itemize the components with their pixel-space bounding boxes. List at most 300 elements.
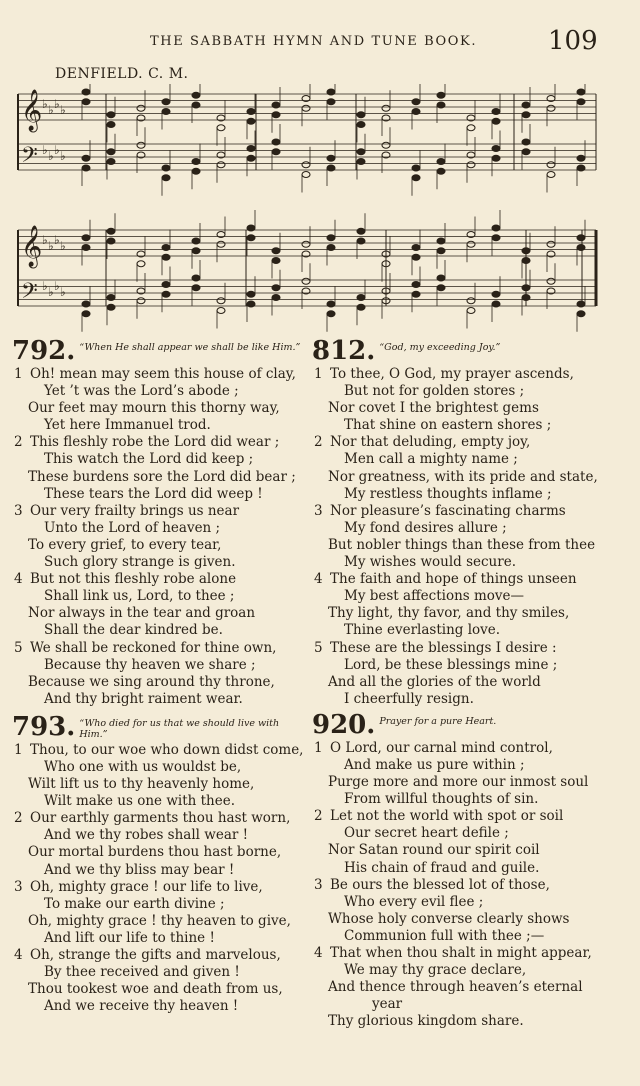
note-head (272, 139, 280, 145)
note-head (327, 245, 335, 251)
note-head (162, 245, 170, 251)
verse-number: 5 (314, 639, 323, 656)
page-number: 109 (548, 26, 598, 56)
verse-number: 3 (14, 878, 23, 895)
verse-text: To make our earth divine ; (44, 895, 225, 912)
verse-text: Oh, mighty grace ! our life to live, (30, 878, 263, 895)
verse-text: Shall link us, Lord, to thee ; (44, 588, 235, 605)
verse-number: 3 (14, 502, 23, 519)
verse-line (312, 740, 612, 757)
note-head (137, 142, 145, 148)
verse-text: I cheerfully resign. (344, 690, 474, 707)
flat-sign-icon: ♭ (42, 97, 48, 111)
note-head (437, 285, 445, 291)
verse-line (12, 913, 306, 930)
verse-text: Oh, strange the gifts and marvelous, (30, 947, 281, 963)
note-head (492, 225, 500, 231)
verse-text: Nor that deluding, empty joy, (330, 434, 531, 451)
verse-text: Oh! mean may seem this house of clay, (30, 366, 296, 382)
flat-sign-icon: ♭ (54, 279, 60, 293)
verse-line (312, 979, 612, 996)
note-head (412, 175, 420, 181)
verse-text: My wishes would secure. (344, 554, 516, 571)
note-head (577, 165, 585, 171)
verse-text: Who one with us wouldst be, (44, 758, 242, 775)
hymn-heading (312, 710, 612, 740)
note-head (217, 241, 225, 247)
verse-line (312, 860, 612, 877)
verse-line (312, 674, 612, 691)
note-head (327, 301, 335, 307)
verse-line (12, 896, 306, 913)
verse-line (12, 605, 306, 622)
note-head (437, 102, 445, 108)
verse-number: 1 (314, 739, 323, 756)
verse-line (312, 877, 612, 894)
verse-text: That shine on eastern shores ; (344, 417, 552, 434)
note-head (217, 162, 225, 168)
note-head (247, 109, 255, 115)
verse-text: And we receive thy heaven ! (44, 998, 239, 1015)
verse-line (312, 520, 612, 537)
note-head (522, 258, 530, 264)
note-head (137, 298, 145, 304)
hymn-heading (12, 336, 306, 366)
verse-line (312, 657, 612, 674)
verse-text: Yet here Immanuel trod. (44, 417, 211, 434)
verse-line (312, 622, 612, 639)
verse-line (312, 640, 612, 657)
note-head (522, 295, 530, 301)
note-head (467, 241, 475, 247)
note-head (302, 278, 310, 284)
note-head (217, 298, 225, 304)
note-head (412, 254, 420, 260)
note-head (327, 311, 335, 317)
note-head (547, 162, 555, 168)
note-head (82, 235, 90, 241)
verse-line (12, 417, 306, 434)
hymn-title: “When He shall appear we shall be like Him.” (79, 342, 301, 353)
note-head (192, 159, 200, 165)
verse-text: We shall be reckoned for thine own, (30, 639, 277, 656)
verse-line (12, 503, 306, 520)
verse-text: O Lord, our carnal mind control, (330, 739, 553, 756)
verse-text: Because thy heaven we share ; (44, 656, 256, 673)
verse-text: We may thy grace declare, (344, 962, 527, 979)
hymn-number: 793. (12, 711, 76, 742)
note-head (522, 149, 530, 155)
note-head (247, 225, 255, 231)
verse-line (312, 588, 612, 605)
note-head (247, 155, 255, 161)
flat-sign-icon: ♭ (48, 239, 54, 253)
note-head (247, 291, 255, 297)
verse-text: Who every evil flee ; (344, 893, 484, 910)
verse-line (312, 757, 612, 774)
note-head (492, 235, 500, 241)
note-head (467, 162, 475, 168)
verse-line (12, 759, 306, 776)
verse-text: Nor covet I the brightest gems (328, 400, 539, 417)
verse-text: Our very frailty brings us near (30, 502, 240, 519)
verse-text: These are the blessings I desire : (330, 639, 557, 656)
verse-number: 4 (14, 571, 23, 588)
note-head (492, 291, 500, 297)
note-head (82, 301, 90, 307)
flat-sign-icon: ♭ (48, 103, 54, 117)
verse-line (312, 962, 612, 979)
note-head (247, 118, 255, 124)
verse-text: year (372, 996, 403, 1013)
verse-line (12, 486, 306, 503)
verse-line (312, 417, 612, 434)
verse-text: From willful thoughts of sin. (344, 791, 539, 808)
verse-text: Because we sing around thy throne, (28, 673, 275, 690)
note-head (357, 304, 365, 310)
verse-text: These burdens sore the Lord did bear ; (28, 468, 296, 485)
verse-line (312, 808, 612, 825)
verse-text: Nor always in the tear and groan (28, 605, 256, 622)
note-head (82, 165, 90, 171)
note-head (217, 308, 225, 314)
note-head (522, 112, 530, 118)
verse-line (312, 400, 612, 417)
note-head (302, 172, 310, 178)
note-head (327, 89, 335, 95)
note-head (302, 105, 310, 111)
verse-text: Nor Satan round our spirit coil (328, 842, 540, 859)
verse-text: And lift our life to thine ! (44, 929, 215, 946)
verse-line (12, 930, 306, 947)
note-head (192, 168, 200, 174)
note-head (82, 245, 90, 251)
flat-sign-icon: ♭ (60, 149, 66, 163)
verse-line (12, 879, 306, 896)
flat-sign-icon: ♭ (48, 149, 54, 163)
note-head (272, 285, 280, 291)
note-head (547, 241, 555, 247)
verse-text: His chain of fraud and guile. (344, 859, 540, 876)
note-head (192, 92, 200, 98)
verse-line (12, 571, 306, 588)
note-head (82, 89, 90, 95)
note-head (577, 301, 585, 307)
bass-clef-icon: 𝄢 (21, 279, 38, 309)
note-head (327, 165, 335, 171)
flat-sign-icon: ♭ (42, 143, 48, 157)
note-head (577, 245, 585, 251)
note-head (107, 122, 115, 128)
verse-line (12, 844, 306, 861)
verse-number: 2 (14, 434, 23, 451)
verse-line (12, 862, 306, 879)
verse-line (12, 537, 306, 554)
verse-text: Thou tookest woe and death from us, (28, 981, 283, 998)
verse-line (312, 366, 612, 383)
note-head (162, 99, 170, 105)
hymn-title: “God, my exceeding Joy.” (379, 342, 501, 353)
verse-number: 3 (314, 876, 323, 893)
verse-line (312, 451, 612, 468)
verse-text: Thy glorious kingdom share. (328, 1013, 524, 1030)
note-head (272, 258, 280, 264)
verse-text: Be ours the blessed lot of those, (330, 876, 550, 893)
note-head (547, 278, 555, 284)
verse-text: Communion full with thee ;— (344, 927, 545, 944)
note-head (467, 308, 475, 314)
verse-line (12, 776, 306, 793)
tune-name: DENFIELD. C. M. (55, 66, 189, 82)
music-score (16, 84, 598, 336)
note-head (217, 125, 225, 131)
note-head (577, 99, 585, 105)
verse-line (12, 964, 306, 981)
note-head (357, 112, 365, 118)
note-head (272, 112, 280, 118)
note-head (247, 146, 255, 152)
note-head (302, 162, 310, 168)
flat-sign-icon: ♭ (54, 143, 60, 157)
note-head (492, 301, 500, 307)
verse-text: This watch the Lord did keep ; (44, 451, 254, 468)
verse-line (12, 434, 306, 451)
note-head (492, 146, 500, 152)
note-head (522, 285, 530, 291)
verse-text: Thou, to our woe who down didst come, (30, 741, 304, 758)
hymn (12, 336, 306, 708)
left-column (12, 336, 306, 1015)
verse-text: Oh, mighty grace ! thy heaven to give, (28, 912, 291, 929)
note-head (577, 311, 585, 317)
note-head (522, 102, 530, 108)
right-column (312, 336, 612, 1030)
verse-line (312, 774, 612, 791)
note-head (437, 238, 445, 244)
verse-line (312, 842, 612, 859)
hymn-number: 792. (12, 336, 76, 366)
verse-line (12, 588, 306, 605)
note-head (162, 175, 170, 181)
note-head (357, 228, 365, 234)
note-head (107, 149, 115, 155)
verse-line (12, 554, 306, 571)
flat-sign-icon: ♭ (60, 103, 66, 117)
verse-text: My best affections move— (344, 588, 525, 605)
note-head (547, 172, 555, 178)
verse-line (312, 571, 612, 588)
note-head (247, 301, 255, 307)
verse-line (12, 451, 306, 468)
note-head (357, 149, 365, 155)
note-head (382, 105, 390, 111)
verse-number: 4 (14, 947, 23, 963)
verse-text: And make us pure within ; (344, 756, 525, 773)
note-head (467, 298, 475, 304)
verse-text: Thine everlasting love. (344, 622, 501, 639)
note-head (107, 238, 115, 244)
verse-number: 1 (14, 741, 23, 758)
note-head (272, 149, 280, 155)
verse-text: Purge more and more our inmost soul (328, 774, 589, 791)
verse-line (312, 486, 612, 503)
verse-number: 5 (14, 639, 23, 656)
note-head (82, 99, 90, 105)
verse-line (312, 469, 612, 486)
note-head (137, 261, 145, 267)
verse-text: That when thou shalt in might appear, (330, 945, 592, 961)
note-head (437, 248, 445, 254)
verse-line (312, 996, 612, 1013)
verse-line (312, 911, 612, 928)
note-head (522, 248, 530, 254)
verse-line (12, 640, 306, 657)
verse-number: 4 (314, 945, 323, 961)
hymn-heading (312, 336, 612, 366)
note-head (412, 245, 420, 251)
verse-number: 4 (314, 571, 323, 588)
verse-text: Lord, be these blessings mine ; (344, 656, 558, 673)
verse-line (12, 742, 306, 759)
note-head (437, 92, 445, 98)
note-head (437, 275, 445, 281)
verse-text: Our earthly garments thou hast worn, (30, 810, 291, 827)
verse-line (312, 434, 612, 451)
flat-sign-icon: ♭ (54, 233, 60, 247)
verse-text: And we thy bliss may bear ! (44, 861, 235, 878)
verse-number: 1 (314, 366, 323, 382)
note-head (382, 142, 390, 148)
note-head (272, 102, 280, 108)
note-head (302, 241, 310, 247)
note-head (162, 109, 170, 115)
verse-text: And thence through heaven’s eternal (328, 979, 583, 996)
verse-text: Whose holy converse clearly shows (328, 910, 570, 927)
verse-text: My fond desires allure ; (344, 519, 507, 536)
verse-line (12, 657, 306, 674)
note-head (162, 254, 170, 260)
note-head (192, 275, 200, 281)
hymn-heading (12, 712, 306, 742)
verse-text: These tears the Lord did weep ! (44, 485, 263, 502)
note-head (577, 89, 585, 95)
hymn (312, 336, 612, 708)
verse-text: Unto the Lord of heaven ; (44, 519, 221, 536)
verse-line (312, 537, 612, 554)
note-head (82, 155, 90, 161)
flat-sign-icon: ♭ (42, 279, 48, 293)
verse-text: Our mortal burdens thou hast borne, (28, 844, 282, 861)
verse-text: And all the glories of the world (328, 673, 541, 690)
verse-line (312, 945, 612, 962)
verse-text: Yet ’t was the Lord’s abode ; (44, 383, 239, 400)
verse-line (12, 998, 306, 1015)
flat-sign-icon: ♭ (42, 233, 48, 247)
treble-clef-icon: 𝄞 (21, 90, 43, 131)
note-head (107, 228, 115, 234)
verse-line (12, 366, 306, 383)
verse-line (312, 691, 612, 708)
verse-line (312, 791, 612, 808)
note-head (327, 235, 335, 241)
note-head (137, 105, 145, 111)
note-head (437, 159, 445, 165)
flat-sign-icon: ♭ (48, 285, 54, 299)
note-head (192, 248, 200, 254)
note-head (162, 291, 170, 297)
verse-text: But nobler things than these from thee (328, 536, 596, 553)
verse-text: My restless thoughts inflame ; (344, 485, 552, 502)
verse-text: Our feet may mourn this thorny way, (28, 400, 280, 417)
note-head (107, 112, 115, 118)
verse-line (12, 827, 306, 844)
note-head (107, 295, 115, 301)
treble-clef-icon: 𝄞 (21, 226, 43, 267)
note-head (357, 159, 365, 165)
note-head (192, 285, 200, 291)
verse-number: 3 (314, 502, 323, 519)
verse-text: Such glory strange is given. (44, 554, 236, 571)
note-head (162, 282, 170, 288)
bass-clef-icon: 𝄢 (21, 143, 38, 173)
note-head (412, 99, 420, 105)
note-head (357, 238, 365, 244)
hymn (312, 710, 612, 1031)
note-head (327, 99, 335, 105)
flat-sign-icon: ♭ (60, 239, 66, 253)
verse-line (312, 928, 612, 945)
verse-line (12, 981, 306, 998)
verse-line (12, 520, 306, 537)
note-head (492, 109, 500, 115)
note-head (192, 102, 200, 108)
verse-line (312, 894, 612, 911)
verse-text: To every grief, to every tear, (28, 536, 222, 553)
verse-text: Let not the world with spot or soil (330, 808, 564, 825)
note-head (577, 155, 585, 161)
verse-line (312, 554, 612, 571)
note-head (437, 168, 445, 174)
flat-sign-icon: ♭ (54, 97, 60, 111)
note-head (272, 248, 280, 254)
verse-text: Nor greatness, with its pride and state, (328, 468, 598, 485)
verse-line (312, 383, 612, 400)
verse-line (12, 622, 306, 639)
note-head (492, 118, 500, 124)
verse-line (312, 605, 612, 622)
note-head (107, 159, 115, 165)
verse-text: But not this fleshly robe alone (30, 571, 237, 588)
note-head (412, 165, 420, 171)
hymn-number: 920. (312, 709, 376, 740)
note-head (327, 155, 335, 161)
verse-text: To thee, O God, my prayer ascends, (330, 366, 574, 382)
note-head (192, 238, 200, 244)
note-head (577, 235, 585, 241)
verse-text: By thee received and given ! (44, 964, 240, 981)
note-head (272, 295, 280, 301)
note-head (492, 155, 500, 161)
verse-text: Nor pleasure’s fascinating charms (330, 502, 566, 519)
verse-line (12, 947, 306, 964)
note-head (357, 295, 365, 301)
verse-line (12, 810, 306, 827)
verse-number: 2 (314, 434, 323, 451)
note-head (247, 235, 255, 241)
hymn-title: “Who died for us that we should live with Him.” (79, 717, 280, 740)
note-head (412, 282, 420, 288)
verse-text: This fleshly robe the Lord did wear ; (30, 434, 280, 451)
